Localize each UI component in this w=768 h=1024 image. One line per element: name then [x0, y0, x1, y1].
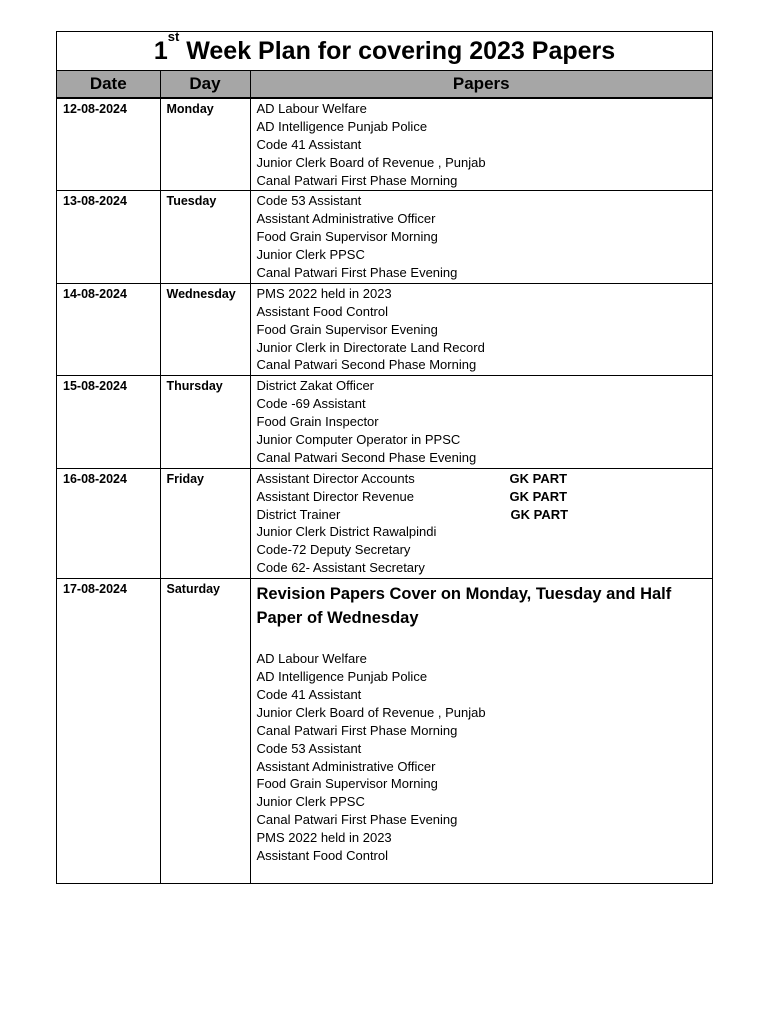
- table-row: [57, 468, 712, 578]
- row-date: 17-08-2024: [57, 579, 160, 884]
- paper-item: Junior Clerk District Rawalpindi: [256, 524, 437, 540]
- paper-item: AD Labour Welfare: [256, 101, 367, 116]
- table-row: [57, 98, 712, 191]
- paper-item: Junior Computer Operator in PPSC: [256, 432, 461, 448]
- row-date: 12-08-2024: [57, 98, 160, 191]
- paper-item: AD Intelligence Punjab Police: [256, 118, 428, 134]
- paper-item: Code -69 Assistant: [256, 396, 366, 412]
- paper-item-text: Assistant Director Revenue: [256, 488, 415, 504]
- title-superscript: st: [167, 29, 180, 44]
- table-row: [57, 191, 712, 283]
- paper-item: Canal Patwari First Phase Morning: [256, 722, 458, 738]
- row-day: Monday: [160, 98, 250, 191]
- row-papers: [250, 98, 712, 191]
- paper-item: Food Grain Supervisor Morning: [256, 776, 438, 792]
- paper-item: [257, 470, 713, 488]
- paper-item: Code 53 Assistant: [256, 740, 362, 756]
- schedule-table: [57, 71, 712, 883]
- header-day: Day: [160, 71, 250, 98]
- paper-item: Assistant Administrative Officer: [256, 758, 436, 774]
- paper-item: Code-72 Deputy Secretary: [256, 542, 411, 558]
- paper-item: PMS 2022 held in 2023: [256, 285, 392, 301]
- row-papers: [250, 191, 712, 283]
- row-date: 14-08-2024: [57, 283, 160, 375]
- paper-item: Canal Patwari Second Phase Evening: [256, 449, 477, 465]
- paper-item: Canal Patwari First Phase Evening: [256, 812, 458, 828]
- table-header-row: [57, 71, 712, 98]
- paper-item: Junior Clerk PPSC: [256, 247, 365, 263]
- gk-part-note: GK PART: [510, 506, 569, 522]
- row-day: Saturday: [160, 579, 250, 884]
- row-papers: [250, 376, 712, 468]
- paper-item: Code 41 Assistant: [256, 136, 362, 152]
- table-row: [57, 283, 712, 375]
- paper-item: Junior Clerk Board of Revenue , Punjab: [256, 154, 486, 170]
- paper-item: Food Grain Inspector: [256, 414, 379, 430]
- paper-item: Code 41 Assistant: [256, 686, 362, 702]
- row-date: 16-08-2024: [57, 468, 160, 578]
- paper-item: Assistant Food Control: [256, 303, 389, 319]
- paper-item: Canal Patwari First Phase Morning: [256, 172, 458, 188]
- page-title: [57, 29, 712, 71]
- paper-item: Junior Clerk Board of Revenue , Punjab: [256, 704, 486, 720]
- gk-part-note: GK PART: [509, 470, 568, 486]
- paper-item: Code 53 Assistant: [256, 193, 362, 209]
- row-day: Tuesday: [160, 191, 250, 283]
- paper-item: [257, 506, 713, 524]
- row-day: Wednesday: [160, 283, 250, 375]
- table-row: [57, 376, 712, 468]
- paper-item: [257, 488, 713, 506]
- paper-item-text: Assistant Director Accounts: [256, 470, 415, 486]
- paper-item: Junior Clerk in Directorate Land Record: [256, 339, 485, 355]
- header-date: Date: [57, 71, 160, 98]
- row-papers: [250, 579, 712, 884]
- paper-item: AD Intelligence Punjab Police: [256, 669, 428, 685]
- week-plan-document: [56, 31, 713, 884]
- paper-item: Canal Patwari First Phase Evening: [256, 265, 458, 281]
- paper-item: District Zakat Officer: [256, 378, 375, 394]
- row-date: 15-08-2024: [57, 376, 160, 468]
- paper-item: Food Grain Supervisor Evening: [256, 321, 438, 337]
- gk-part-note: GK PART: [509, 488, 568, 504]
- row-day: Friday: [160, 468, 250, 578]
- paper-item: PMS 2022 held in 2023: [256, 830, 392, 846]
- paper-item: Assistant Food Control: [256, 847, 389, 863]
- row-day: Thursday: [160, 376, 250, 468]
- table-row: [57, 579, 712, 884]
- revision-heading: Revision Papers Cover on Monday, Tuesday and Half Paper of Wednesday: [256, 585, 672, 628]
- row-date: 13-08-2024: [57, 191, 160, 283]
- paper-item: Assistant Administrative Officer: [256, 211, 436, 227]
- paper-item: Food Grain Supervisor Morning: [256, 229, 438, 245]
- header-papers: Papers: [250, 71, 712, 98]
- title-text: Week Plan for covering 2023 Papers: [186, 37, 616, 65]
- title-ordinal: 1: [153, 37, 168, 65]
- paper-item: Canal Patwari Second Phase Morning: [256, 357, 477, 373]
- paper-item: AD Labour Welfare: [256, 651, 367, 667]
- paper-item-text: District Trainer: [256, 506, 341, 522]
- row-papers: [250, 468, 712, 578]
- row-papers: [250, 283, 712, 375]
- paper-item: Junior Clerk PPSC: [256, 794, 365, 810]
- paper-item: Code 62- Assistant Secretary: [256, 560, 425, 576]
